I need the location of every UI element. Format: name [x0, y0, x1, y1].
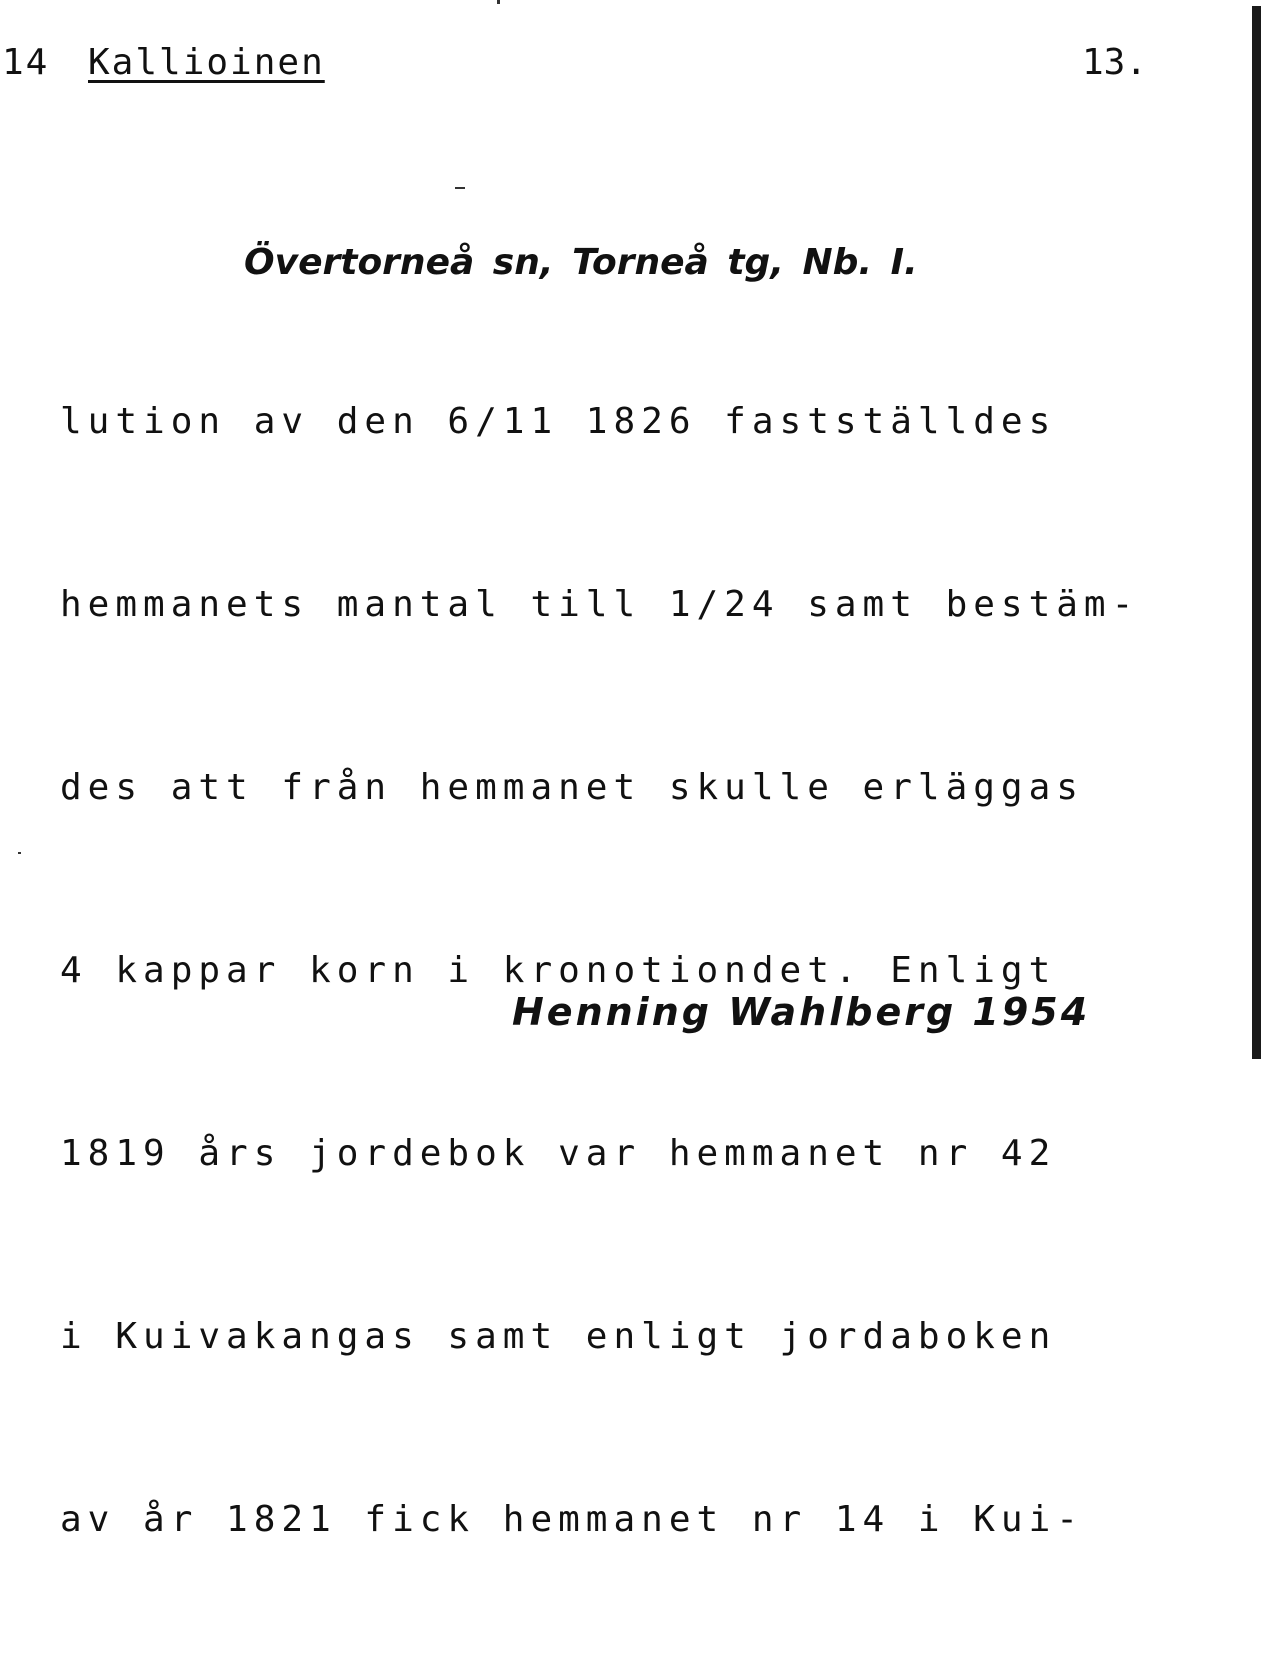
- signature-stamp: Henning Wahlberg 1954: [512, 990, 1091, 1034]
- text-line: i Kuivakangas samt enligt jordaboken: [60, 1316, 1057, 1357]
- farm-name: Kallioinen: [88, 42, 325, 83]
- card-page-number: 13.: [1082, 42, 1148, 83]
- text-line: des att från hemmanet skulle erläggas: [60, 767, 1084, 808]
- scan-speck: [18, 852, 21, 854]
- card-edge-line: [1252, 6, 1261, 1059]
- text-line: lution av den 6/11 1826 fastställdes: [60, 401, 1057, 442]
- farm-number: 14: [2, 42, 50, 83]
- text-line: av år 1821 fick hemmanet nr 14 i Kui-: [60, 1499, 1084, 1540]
- text-line: 4 kappar korn i kronotiondet. Enligt: [60, 950, 1057, 991]
- scan-speck: [455, 187, 465, 189]
- scan-speck: [497, 0, 500, 4]
- text-line: 1819 års jordebok var hemmanet nr 42: [60, 1133, 1057, 1174]
- text-line: hemmanets mantal till 1/24 samt bestäm-: [60, 584, 1140, 625]
- location-stamp: Övertorneå sn, Torneå tg, Nb. I.: [244, 242, 918, 283]
